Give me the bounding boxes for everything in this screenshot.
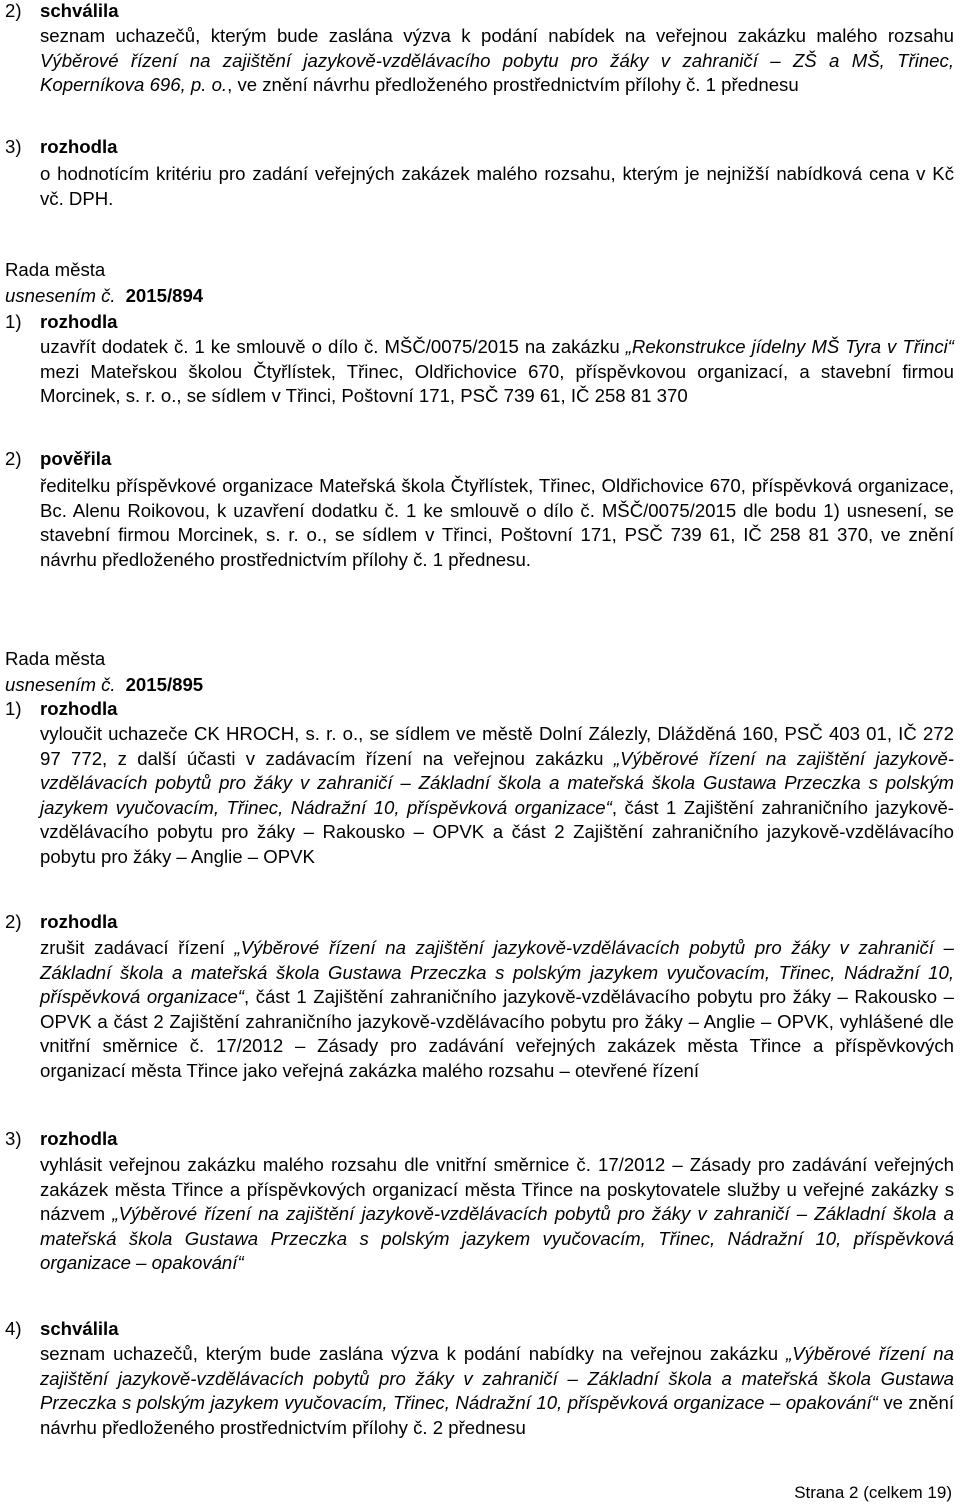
body-text: , část 1 Zajištění zahraničního jazykově-vzdělávacího pobytu pro žáky – Rakousko – OPVK a část 2 Zajištění zahraničního jazykově-vzdělávacího pobytu pro žáky – Anglie – OPVK, vyhlášené dle vnitřní směrnice č. 17/2012 – Zásady pro zadávání veřejných zakázek města Třince a příspěvkových organizací města Třince jako veřejná zakázka malého rozsahu – otevřené řízení (40, 986, 954, 1081)
item-number: 1) (5, 311, 22, 332)
body-text: seznam uchazečů, kterým bude zaslána výzva k podání nabídky na veřejnou zakázku (40, 1343, 787, 1364)
item-heading: pověřila (40, 448, 112, 469)
body-text: ředitelku příspěvkové organizace Mateřská škola Čtyřlístek, Třinec, Oldřichovice 670, příspěvková organizace, Bc. Alenu Roikovou, k uzavření dodatku č. 1 ke smlouvě o dílo č. MŠČ/0075/2015 dle bodu 1) usnesení, se stavební firmou Morcinek, s. r. o., se sídlem v Třinci, Poštovní 171, PSČ 739 61, IČ 258 81 370, ve znění návrhu předloženého prostřednictvím přílohy č. 1 přednesu. (40, 475, 954, 570)
resolution-label: usnesením č. (5, 674, 116, 695)
item-heading: schválila (40, 1318, 119, 1339)
page-footer: Strana 2 (celkem 19) (794, 1483, 952, 1502)
item-body (40, 1342, 954, 1440)
item-number: 4) (5, 1318, 22, 1339)
item-heading: rozhodla (40, 311, 118, 332)
item-body (40, 24, 954, 98)
item-number: 1) (5, 698, 22, 719)
item-number: 2) (5, 0, 22, 21)
item-number: 2) (5, 911, 22, 932)
item-body (40, 474, 954, 572)
resolution-line (5, 674, 203, 696)
item-number: 3) (5, 136, 22, 157)
body-text: o hodnotícím kritériu pro zadání veřejných zakázek malého rozsahu, kterým je nejnižší nabídková cena v Kč vč. DPH. (40, 163, 954, 209)
item-heading: rozhodla (40, 1128, 118, 1149)
item-number: 3) (5, 1128, 22, 1149)
italic-text: „Výběrové řízení na zajištění jazykově-vzdělávacích pobytů pro žáky v zahraničí – Základní škola a mateřská škola Gustawa Przeczka s polským jazykem vyučovacím, Třinec, Nádražní 10, příspěvková organizace – opakování“ (40, 1203, 954, 1274)
resolution-label: usnesením č. (5, 285, 116, 306)
item-body (40, 936, 954, 1084)
body-text: , ve znění návrhu předloženého prostřednictvím přílohy č. 1 přednesu (227, 74, 799, 96)
item-heading: rozhodla (40, 698, 118, 719)
body-text: vyhlásit veřejnou zakázku malého rozsahu dle vnitřní směrnice č. 17/2012 – Zásady pro zadávání veřejných zakázek města Třince a příspěvkových organizací města Třince na poskytovatele služby u veřejné zakázky s názvem (40, 1154, 954, 1225)
italic-text: „Rekonstrukce jídelny MŠ Tyra v Třinci“ (625, 336, 954, 357)
item-heading: schválila (40, 0, 119, 21)
italic-text: Výběrové řízení na zajištění jazykově-vzdělávacího pobytu pro žáky v zahraničí – ZŠ a MŠ, Třinec, Koperníkova 696, p. o. (40, 49, 954, 96)
body-text: seznam uchazečů, kterým bude zaslána výzva k podání nabídek na veřejnou zakázku malého rozsahu (40, 25, 954, 46)
item-body (40, 722, 954, 870)
resolution-number: 2015/895 (125, 674, 204, 695)
resolution-line (5, 285, 203, 307)
body-text: mezi Mateřskou školou Čtyřlístek, Třinec, Oldřichovice 670, příspěvkovou organizací, a stavební firmou Morcinek, s. r. o., se sídlem v Třinci, Poštovní 171, PSČ 739 61, IČ 258 81 370 (40, 360, 954, 407)
item-heading: rozhodla (40, 911, 118, 932)
body-text: uzavřít dodatek č. 1 ke smlouvě o dílo č. MŠČ/0075/2015 na zakázku (40, 336, 626, 357)
italic-text: „Výběrové řízení na zajištění jazykově-vzdělávacích pobytů pro žáky v zahraničí – Základní škola a mateřská škola Gustawa Przeczka s polským jazykem vyučovacím, Třinec, Nádražní 10, příspěvková organizace – opakování“ (40, 1343, 954, 1414)
item-body (40, 335, 954, 409)
item-body (40, 1153, 954, 1276)
section-title: Rada města (5, 259, 106, 280)
body-text: vyloučit uchazeče CK HROCH, s. r. o., se sídlem ve městě Dolní Zálezly, Dlážděná 160, PSČ 403 01, IČ 272 97 772, z další účasti v zadávacím řízení na veřejnou zakázku (40, 723, 954, 769)
body-text: , část 1 Zajištění zahraničního jazykově-vzdělávacího pobytu pro žáky – Rakousko – OPVK a část 2 Zajištění zahraničního jazykově-vzdělávacího pobytu pro žáky – Anglie – OPVK (40, 796, 954, 867)
italic-text: „Výběrové řízení na zajištění jazykově-vzdělávacích pobytů pro žáky v zahraničí – Základní škola a mateřská škola Gustawa Przeczka s polským jazykem vyučovacím, Třinec, Nádražní 10, příspěvková organizace“ (40, 937, 954, 1008)
item-number: 2) (5, 448, 22, 469)
body-text: ve znění návrhu předloženého prostřednictvím přílohy č. 2 přednesu (40, 1392, 955, 1438)
resolution-number: 2015/894 (125, 285, 204, 306)
body-text: zrušit zadávací řízení (40, 937, 235, 958)
italic-text: „Výběrové řízení na zajištění jazykově-vzdělávacích pobytů pro žáky v zahraničí – Základní škola a mateřská škola Gustawa Przeczka s polským jazykem vyučovacím, Třinec, Nádražní 10, příspěvková organizace“ (40, 747, 954, 818)
section-title: Rada města (5, 648, 106, 669)
item-body (40, 162, 954, 211)
item-heading: rozhodla (40, 136, 118, 157)
